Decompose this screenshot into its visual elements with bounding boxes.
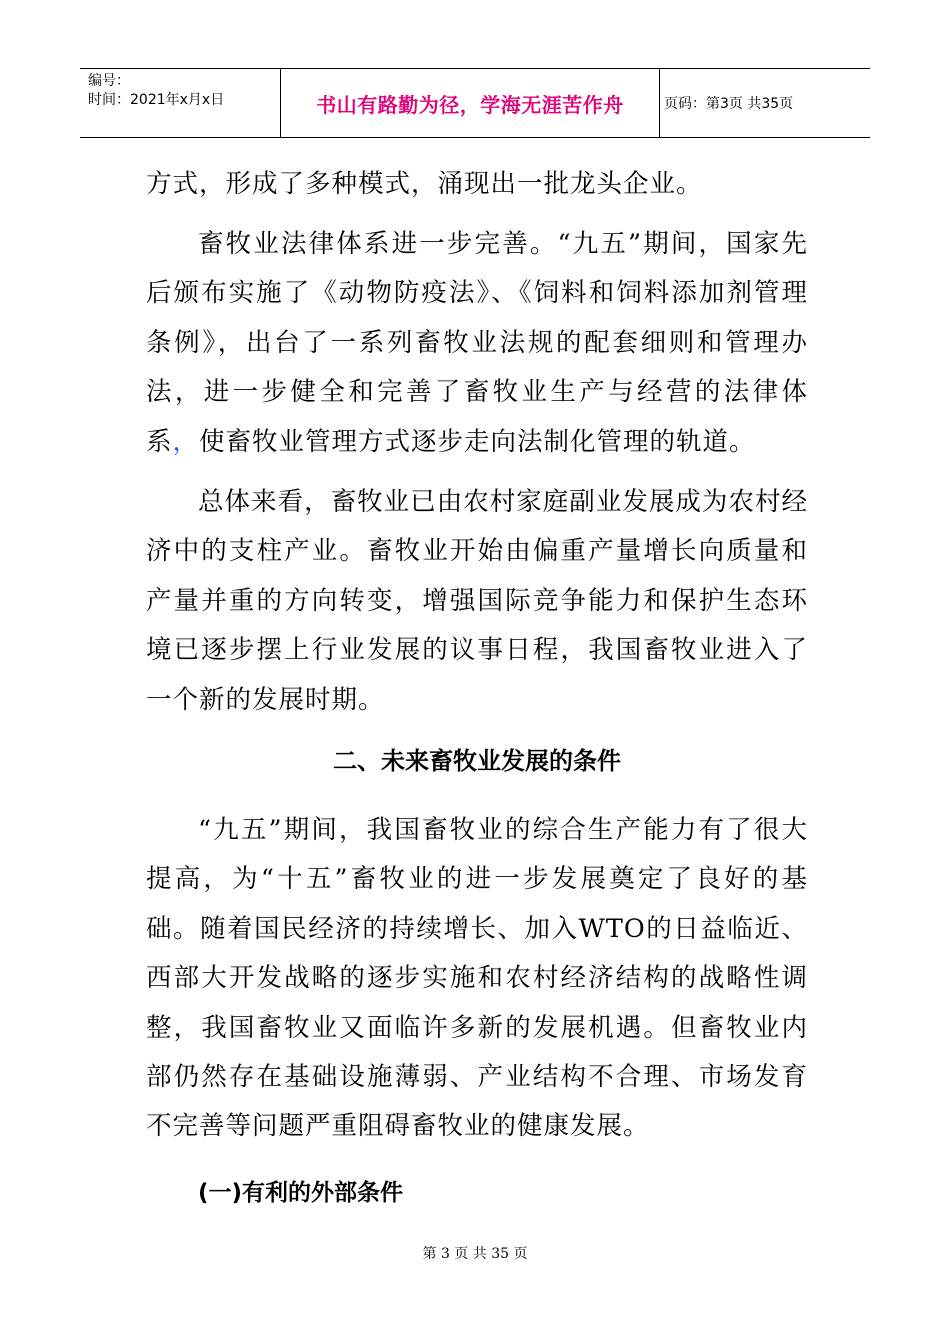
header-page-info: 页码：第3页 共35页 xyxy=(664,96,794,112)
page-header xyxy=(80,68,870,138)
header-left-cell xyxy=(80,69,281,137)
paragraph-2 xyxy=(146,220,808,467)
paragraph-3: 总体来看，畜牧业已由农村家庭副业发展成为农村经济中的支柱产业。畜牧业开始由偏重产量增长向质量和产量并重的方向转变，增强国际竞争能力和保护生态环境已逐步摆上行业发展的议事日程，我国畜牧业进入了一个新的发展时期。 xyxy=(146,487,808,715)
header-motto: 书山有路勤为径，学海无涯苦作舟 xyxy=(316,92,624,117)
header-middle-cell xyxy=(281,69,660,137)
paragraph-2-text-b: 使畜牧业管理方式逐步走向法制化管理的轨道。 xyxy=(199,426,756,457)
section-heading: 二、未来畜牧业发展的条件 xyxy=(333,747,621,775)
document-time-label: 时间：2021年x月x日 xyxy=(88,92,225,108)
page-footer: 第 3 页 共 35 页 xyxy=(422,1246,528,1262)
subsection-heading: (一)有利的外部条件 xyxy=(198,1180,404,1206)
paragraph-2-comma: ， xyxy=(172,426,200,457)
paragraph-4: “九五”期间，我国畜牧业的综合生产能力有了很大提高，为“十五”畜牧业的进一步发展奠定了良好的基础。随着国民经济的持续增长、加入WTO的日益临近、西部大开发战略的逐步实施和农村经济结构的战略性调整，我国畜牧业又面临许多新的发展机遇。但畜牧业内部仍然存在基础设施薄弱、产业结构不合理、市场发育不完善等问题严重阻碍畜牧业的健康发展。 xyxy=(146,815,808,1142)
header-right-cell xyxy=(660,69,870,137)
document-number-label: 编号： xyxy=(88,73,130,89)
paragraph-2-text-a: 畜牧业法律体系进一步完善。“九五”期间，国家先后颁布实施了《动物防疫法》、《饲料和饲料添加剂管理条例》，出台了一系列畜牧业法规的配套细则和管理办法，进一步健全和完善了畜牧业生产与经营的法律体系 xyxy=(146,229,808,457)
paragraph-1: 方式，形成了多种模式，涌现出一批龙头企业。 xyxy=(146,169,703,199)
